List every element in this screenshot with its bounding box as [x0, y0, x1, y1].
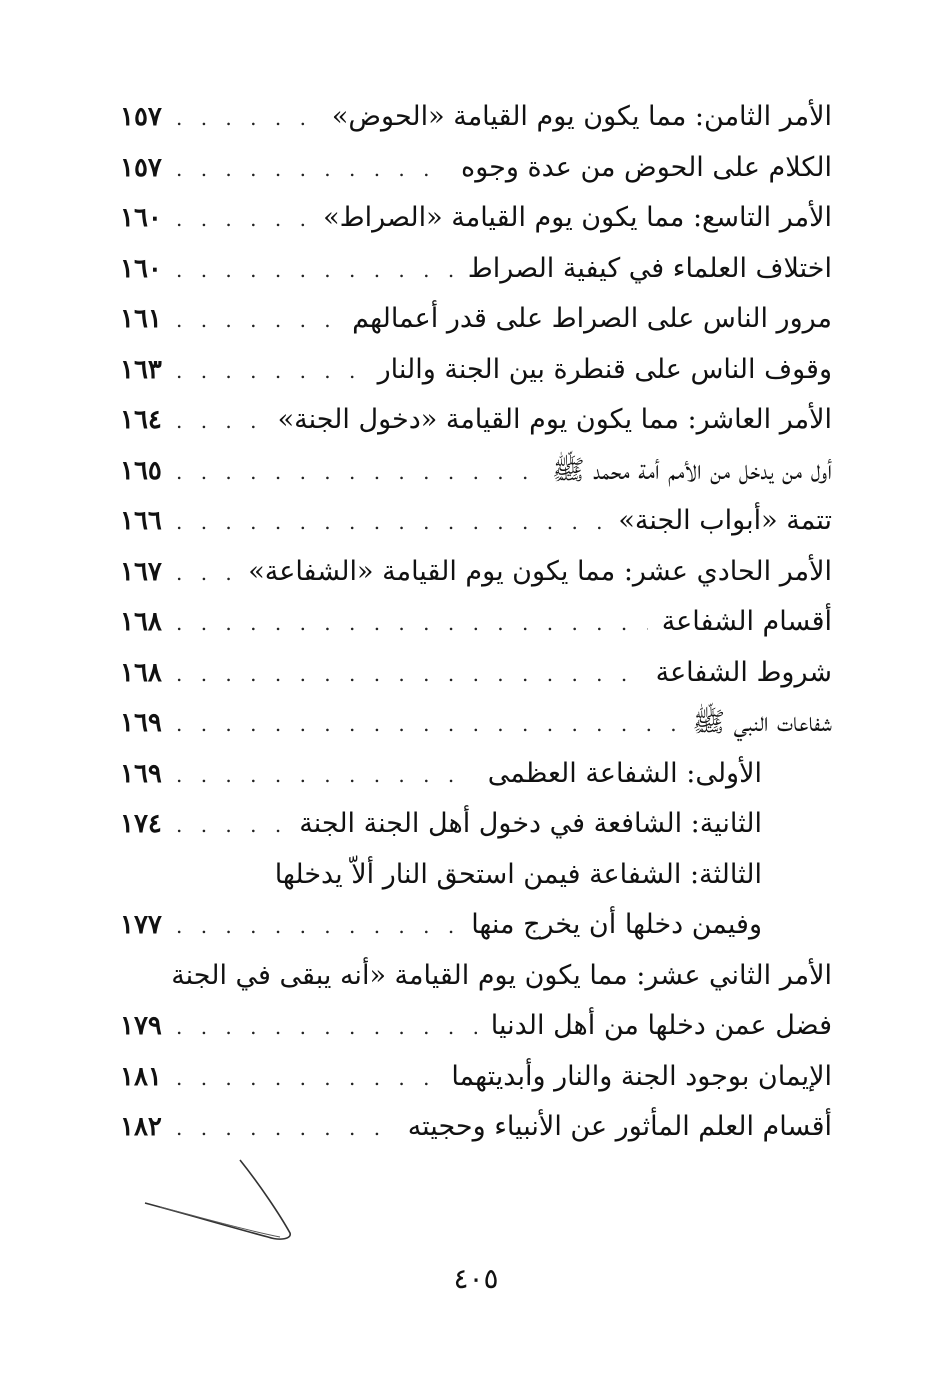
toc-leader-dots	[176, 245, 454, 295]
toc-entry-title: الأمر الثاني عشر: مما يكون يوم القيامة «أنه يبقى في الجنة	[171, 959, 832, 991]
toc-leader-dots	[176, 194, 309, 244]
toc-leader-dots	[176, 1002, 477, 1052]
toc-entry-page: ١٦٩	[120, 708, 162, 738]
toc-entry-title: الأمر التاسع: مما يكون يوم القيامة «الصراط»	[323, 202, 832, 233]
toc-entry	[120, 193, 832, 244]
toc-entry	[120, 294, 832, 345]
toc-entry-title: اختلاف العلماء في كيفية الصراط	[467, 252, 832, 284]
toc-leader-dots	[176, 901, 457, 951]
toc-entry	[120, 1102, 832, 1153]
toc-entry-page: ١٧٩	[120, 1011, 162, 1041]
toc-entry-title: فضل عمن دخلها من أهل الدنيا	[490, 1010, 832, 1041]
toc-leader-dots	[176, 93, 318, 143]
toc-entry-page: ١٦٤	[120, 405, 162, 435]
toc-entry	[120, 1052, 832, 1103]
toc-entry	[120, 648, 832, 699]
toc-entry-page: ١٨١	[120, 1061, 162, 1092]
toc-entry	[120, 496, 832, 547]
toc-entry-title: الثانية: الشافعة في دخول أهل الجنة الجنة	[299, 808, 762, 839]
toc-entry-page: ١٥٧	[120, 102, 162, 132]
toc-entry-title: أول من يدخل من الأمم أمة محمد ﷺ	[551, 454, 832, 486]
toc-entry	[120, 850, 832, 901]
toc-entry-title: الإيمان بوجود الجنة والنار وأبديتهما	[451, 1060, 832, 1092]
toc-entry	[120, 900, 832, 951]
toc-leader-dots	[176, 497, 604, 547]
toc-entry-page: ١٦٣	[120, 354, 162, 385]
toc-entry-title: الأولى: الشفاعة العظمى	[487, 757, 762, 789]
toc-entry-page: ١٦٠	[120, 253, 162, 284]
toc-leader-dots	[176, 598, 648, 648]
toc-entry-page: ١٦٩	[120, 758, 162, 789]
toc-entry-title: الثالثة: الشفاعة فيمن استحق النار ألاّ يدخلها	[274, 858, 762, 890]
toc-entry	[120, 597, 832, 648]
toc-entry-page: ١٦٥	[120, 455, 162, 486]
toc-leader-dots	[176, 750, 474, 800]
toc-entry-page: ١٦٨	[120, 607, 162, 637]
toc-entry-title: الأمر العاشر: مما يكون يوم القيامة «دخول الجنة»	[277, 404, 832, 435]
toc-entry-title: الأمر الثامن: مما يكون يوم القيامة «الحوض»	[331, 101, 832, 132]
toc-entry	[120, 799, 832, 850]
toc-entry-page: ١٧٤	[120, 809, 162, 839]
toc-entry-title: وقوف الناس على قنطرة بين الجنة والنار	[377, 353, 832, 385]
toc-entry	[120, 749, 832, 800]
toc-leader-dots	[176, 144, 447, 194]
toc-leader-dots	[176, 699, 678, 749]
toc-entry-page: ١٦١	[120, 304, 162, 334]
toc-leader-dots	[176, 800, 285, 850]
toc-entry-title: تتمة «أبواب الجنة»	[618, 505, 832, 536]
toc-entry-title: أقسام العلم المأثور عن الأنبياء وحجيته	[407, 1111, 832, 1142]
toc-entry-title: الأمر الحادي عشر: مما يكون يوم القيامة «الشفاعة»	[248, 555, 832, 587]
toc-entry	[120, 143, 832, 194]
toc-leader-dots	[176, 1053, 437, 1103]
toc-entry-title: الكلام على الحوض من عدة وجوه	[461, 151, 832, 183]
toc-leader-dots	[176, 447, 538, 497]
toc-entry-title: شفاعات النبي ﷺ	[692, 707, 832, 738]
toc-entry	[120, 244, 832, 295]
toc-entry-page: ١٨٢	[120, 1112, 162, 1142]
toc-entry-page: ١٧٧	[120, 910, 162, 940]
handwritten-mark	[140, 1155, 310, 1245]
toc-leader-dots	[176, 1103, 394, 1153]
toc-entry	[120, 698, 832, 749]
toc-entry	[120, 345, 832, 396]
toc-leader-dots	[176, 346, 364, 396]
table-of-contents	[120, 92, 832, 1153]
toc-entry-title: شروط الشفاعة	[655, 656, 832, 688]
toc-entry	[120, 547, 832, 598]
toc-entry	[120, 1001, 832, 1052]
toc-entry	[120, 92, 832, 143]
toc-entry-title: أقسام الشفاعة	[661, 606, 832, 637]
toc-entry	[120, 446, 832, 497]
toc-entry-page: ١٦٨	[120, 657, 162, 688]
toc-entry-page: ١٦٠	[120, 203, 162, 233]
toc-entry-title: مرور الناس على الصراط على قدر أعمالهم	[352, 303, 832, 334]
toc-leader-dots	[176, 396, 264, 446]
toc-leader-dots	[176, 548, 234, 598]
toc-entry	[120, 395, 832, 446]
toc-entry-page: ١٥٧	[120, 152, 162, 183]
page-number: ٤٠٥	[453, 1262, 499, 1295]
toc-leader-dots	[176, 649, 642, 699]
toc-entry	[120, 951, 832, 1002]
toc-entry-page: ١٦٦	[120, 506, 162, 536]
toc-entry-title: وفيمن دخلها أن يخرج منها	[471, 909, 762, 940]
toc-leader-dots	[176, 295, 338, 345]
toc-entry-page: ١٦٧	[120, 556, 162, 587]
